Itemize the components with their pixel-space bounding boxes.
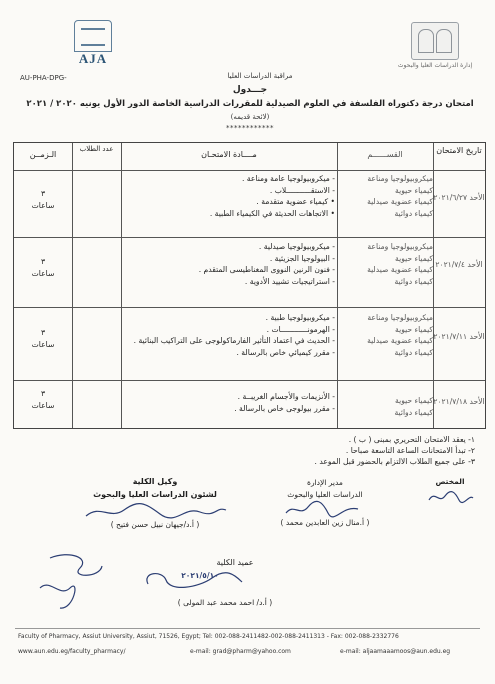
table-row-duration: ٣ ساعات (31, 257, 55, 278)
department-label: مراقبة الدراسات العليا (227, 72, 293, 80)
logo-emblem-icon (74, 20, 112, 52)
doc-subtitle: (لائحة قديمه) (230, 113, 270, 121)
university-logo (68, 20, 118, 68)
vice-dean-title: وكيل الكلية (132, 477, 178, 486)
notes-list (175, 434, 475, 467)
seal-caption: إدارة الدراسات العليا والبحوث (397, 62, 473, 69)
vice-dean-subtitle: لشئون الدراسات العليا والبحوث (93, 490, 217, 499)
table-row-duration: ٣ ساعات (31, 189, 55, 210)
table-row-date: الأحد ٢٠٢١/٦/٢٧ (433, 193, 485, 202)
footer-email-secondary[interactable]: e-mail: aljaamaaamoos@aun.edu.eg (340, 648, 451, 655)
note-item: ٢- تبدأ الامتحانات الساعة التاسعة صباحا . (345, 446, 475, 455)
admin-director-signature (282, 499, 362, 519)
specialist-label: المختص (435, 477, 465, 486)
header-department: القســــــم (367, 150, 403, 159)
dean-title: عميد الكلية (216, 558, 254, 567)
table-row-duration: ٣ ساعات (31, 328, 55, 349)
seal-emblem-icon (411, 22, 459, 60)
admin-director-title: مدير الإدارة (307, 478, 343, 487)
exam-schedule-table (13, 142, 486, 429)
note-item: ١- يعقد الامتحان التحريري بمبنى ( ب ) . (348, 435, 475, 444)
dean-name: ( أ.د/ احمد محمد عبد المولى ) (177, 598, 273, 607)
note-item: ٣- على جميع الطلاب الالتزام بالحضور قبل الموعد . (314, 457, 475, 466)
table-row-duration: ٣ ساعات (31, 389, 55, 410)
table-row-date: الأحد ٢٠٢١/٧/٤ (435, 260, 483, 269)
logo-text: AJA (78, 51, 108, 66)
table-row-date: الأحد ٢٠٢١/٧/١٨ (433, 397, 485, 406)
table-row-subjects: - ميكروبيولوجيا عامة ومناعة . - الاستقـــــــــــلاب . • كيمياء عضوية متقدمة . • الاتجاهات الحديثة في الكيمياء الطبية . (209, 174, 335, 218)
table-row-subjects: - ميكروبيولوجيا صيدلية . - البيولوجيا الجزيئية . - فنون الرنين النووى المغناطيسى المتقدم . - استراتيجيات تشييد الأدوية . (198, 242, 335, 286)
table-row-departments: ميكروبيولوجيا ومناعة كيمياء حيوية كيمياء عضوية صيدلية كيمياء دوائية (367, 174, 433, 218)
header-exam-date: تاريخ الامتحان (436, 146, 482, 155)
table-row-date: الأحد ٢٠٢١/٧/١١ (433, 332, 485, 341)
table-row-subjects: - الأنزيمات والأجسام الغريبــة . - مقرر بيولوجى خاص بالرسالة . (234, 392, 335, 413)
handwritten-annotation (30, 548, 110, 618)
specialist-signature (425, 488, 475, 506)
footer-website[interactable]: www.aun.edu.eg/faculty_pharmacy/ (18, 648, 126, 655)
footer-email[interactable]: e-mail: grad@pharm@yahoo.com (190, 648, 291, 655)
doc-title: امتحان درجة دكتوراه الفلسفة في العلوم الصيدلية للمقررات الدراسية الخاصة الدور الأول يونيه ٢٠٢٠ / ٢٠٢١ (26, 99, 474, 109)
doc-heading: جـــدول (232, 85, 268, 95)
stars-divider: ************ (226, 124, 274, 132)
document-code: AU-PHA-DPG- (20, 74, 67, 82)
table-row-departments: ميكروبيولوجيا ومناعة كيمياء حيوية كيمياء عضوية صيدلية كيمياء دوائية (367, 313, 433, 357)
table-row-subjects: - ميكروبيولوجيا طبية . - الهرمونــــــــــــات . - الحديث في اعتماد التأثير الفارماكولوجى على التراكيب البنائية . - مقرر كيميائي خاص بالرسالة . (133, 313, 335, 357)
admin-director-name: ( أ.منال زين العابدين محمد ) (280, 518, 370, 527)
header-duration: الـزمــن (29, 150, 57, 159)
vice-dean-name: ( أ.د/جيهان نبيل حسن فتيح ) (110, 520, 200, 529)
table-row-departments: ميكروبيولوجيا ومناعة كيمياء حيوية كيمياء عضوية صيدلية كيمياء دوائية (367, 242, 433, 286)
header-student-count: عدد الطلاب (79, 145, 114, 153)
table-row-departments: كيمياء حيوية كيمياء دوائية (394, 396, 433, 417)
footer-divider (15, 628, 480, 629)
faculty-seal (395, 22, 475, 76)
footer-address: Faculty of Pharmacy, Assiut University, Assiut, 71526, Egypt; Tel: 002-088-2411482-002-088-2411313 - Fax: 002-088-2332776 (18, 633, 399, 640)
admin-director-subtitle: الدراسات العليا والبحوث (287, 490, 363, 499)
header-subject: مــــادة الامتحـان (201, 150, 257, 159)
dean-signature-date: ٢٠٢١/٥/١٠ (181, 571, 219, 580)
